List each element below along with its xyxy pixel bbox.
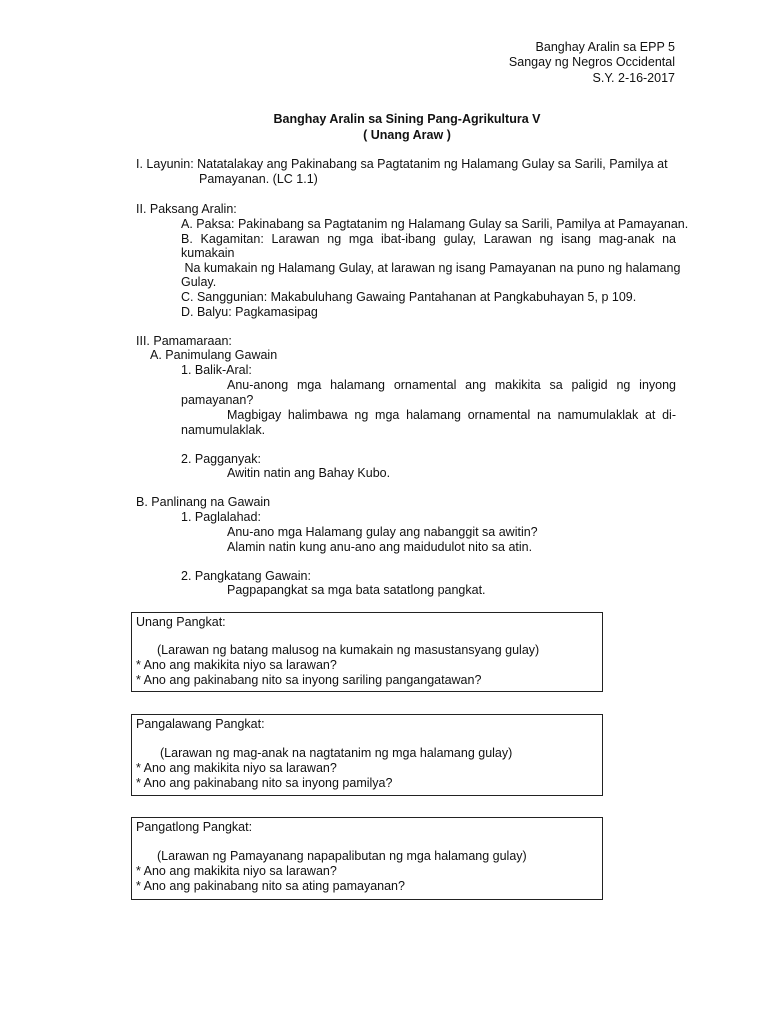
paglalahad-question-1: Anu-ano mga Halamang gulay ang nabanggit sa awitin? (227, 525, 538, 539)
panlinang-gawain-heading: B. Panlinang na Gawain (136, 495, 271, 509)
balyu-line: D. Balyu: Pagkamasipag (181, 305, 318, 319)
kagamitan-line-1: B. Kagamitan: Larawan ng mga ibat-ibang gulay, Larawan ng isang mag-anak na (181, 232, 676, 246)
kagamitan-line-2: kumakain (181, 246, 235, 260)
pangkatang-gawain-heading: 2. Pangkatang Gawain: (181, 569, 311, 583)
header-line-3: S.Y. 2-16-2017 (592, 71, 675, 85)
pamamaraan-heading: III. Pamamaraan: (136, 334, 232, 348)
group-box-1 (131, 612, 603, 692)
group-question-1: * Ano ang makikita niyo sa larawan? (136, 761, 337, 775)
group-description: (Larawan ng batang malusog na kumakain ng masustansyang gulay) (157, 643, 540, 657)
kagamitan-line-4: Gulay. (181, 275, 217, 289)
pangkatang-gawain-text: Pagpapangkat sa mga bata satatlong pangkat. (227, 583, 486, 597)
document-subtitle: ( Unang Araw ) (363, 128, 451, 142)
sanggunian-line: C. Sanggunian: Makabuluhang Gawaing Pantahanan at Pangkabuhayan 5, p 109. (181, 290, 637, 304)
group-description: (Larawan ng mag-anak na nagtatanim ng mga halamang gulay) (160, 746, 513, 760)
group-box-2 (131, 714, 603, 796)
pagganyak-heading: 2. Pagganyak: (181, 452, 261, 466)
balik-aral-question-1-line-2: pamayanan? (181, 393, 254, 407)
header-line-2: Sangay ng Negros Occidental (508, 55, 675, 69)
layunin-line-2: Pamayanan. (LC 1.1) (199, 172, 318, 186)
paksang-aralin-heading: II. Paksang Aralin: (136, 202, 237, 216)
group-question-1: * Ano ang makikita niyo sa larawan? (136, 864, 337, 878)
group-title: Pangatlong Pangkat: (136, 820, 253, 834)
group-question-2: * Ano ang pakinabang nito sa inyong sariling pangangatawan? (136, 673, 482, 687)
group-box-3 (131, 817, 603, 900)
group-description: (Larawan ng Pamayanang napapalibutan ng mga halamang gulay) (157, 849, 527, 863)
pagganyak-text: Awitin natin ang Bahay Kubo. (227, 466, 391, 480)
balik-aral-question-2-line-1: Magbigay halimbawa ng mga halamang ornamental na namumulaklak at di- (227, 408, 676, 422)
kagamitan-line-3: Na kumakain ng Halamang Gulay, at larawan ng isang Pamayanan na puno ng halamang (181, 261, 681, 275)
header-line-1: Banghay Aralin sa EPP 5 (535, 40, 675, 54)
panimulang-gawain-heading: A. Panimulang Gawain (150, 348, 278, 362)
balik-aral-question-1-line-1: Anu-anong mga halamang ornamental ang makikita sa paligid ng inyong (227, 378, 676, 392)
balik-aral-heading: 1. Balik-Aral: (181, 363, 252, 377)
document-title: Banghay Aralin sa Sining Pang-Agrikultura V (273, 112, 541, 126)
balik-aral-question-2-line-2: namumulaklak. (181, 423, 266, 437)
group-title: Unang Pangkat: (136, 615, 226, 629)
paksa-line: A. Paksa: Pakinabang sa Pagtatanim ng Halamang Gulay sa Sarili, Pamilya at Pamayanan. (181, 217, 689, 231)
group-question-2: * Ano ang pakinabang nito sa inyong pamilya? (136, 776, 393, 790)
layunin-line-1: I. Layunin: Natatalakay ang Pakinabang sa Pagtatanim ng Halamang Gulay sa Sarili, Pamilya at (136, 157, 668, 171)
paglalahad-question-2: Alamin natin kung anu-ano ang maidudulot nito sa atin. (227, 540, 533, 554)
group-question-2: * Ano ang pakinabang nito sa ating pamayanan? (136, 879, 405, 893)
paglalahad-heading: 1. Paglalahad: (181, 510, 261, 524)
group-title: Pangalawang Pangkat: (136, 717, 265, 731)
group-question-1: * Ano ang makikita niyo sa larawan? (136, 658, 337, 672)
